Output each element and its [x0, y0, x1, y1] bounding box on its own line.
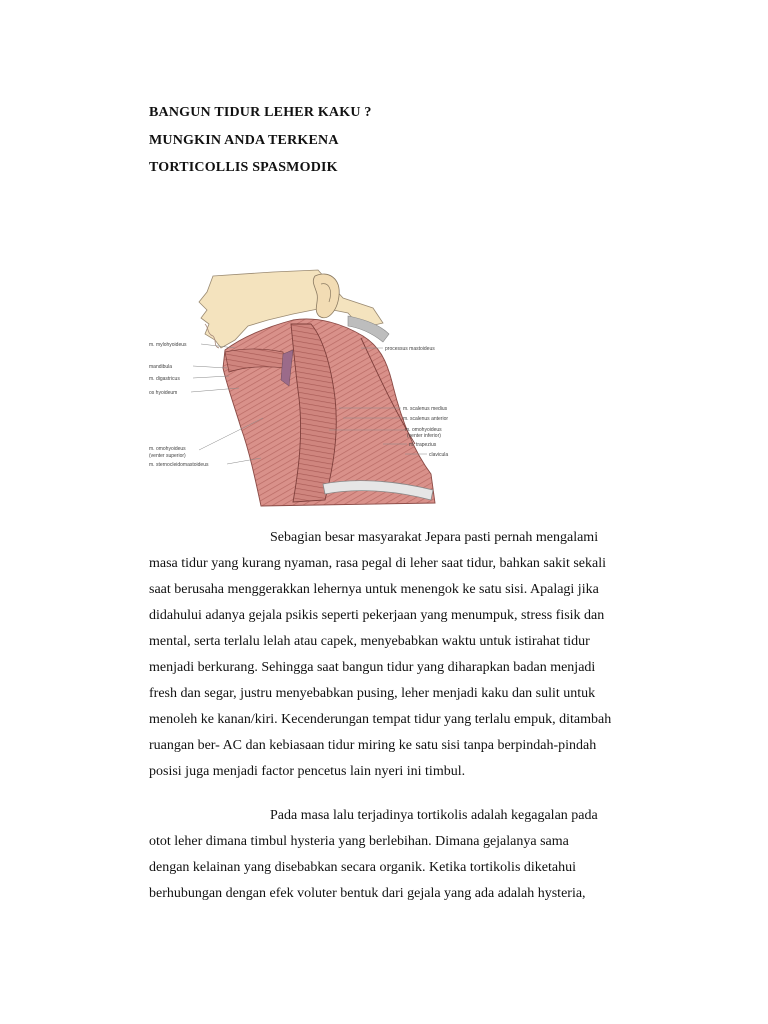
- paragraph-line: masa tidur yang kurang nyaman, rasa pegal di leher saat tidur, bahkan sakit sekali: [149, 556, 607, 571]
- label-digastricus: m. digastricus: [149, 376, 180, 382]
- paragraph-2: [149, 803, 645, 907]
- paragraph-line: Pada masa lalu terjadinya tortikolis adalah kegagalan pada: [270, 808, 598, 823]
- label-scalenus-medius: m. scalenus medius: [403, 406, 448, 412]
- paragraph-line: Sebagian besar masyarakat Jepara pasti pernah mengalami: [270, 530, 599, 545]
- paragraph-line: didahului adanya gejala psikis seperti pekerjaan yang menumpuk, stress fisik dan: [149, 608, 605, 623]
- neck-muscle-anatomy-illustration: [143, 268, 465, 508]
- document-title: [149, 99, 372, 182]
- paragraph-line: posisi juga menjadi factor pencetus lain nyeri ini timbul.: [149, 764, 466, 779]
- title-line-1: BANGUN TIDUR LEHER KAKU ?: [149, 105, 372, 120]
- label-mylohyoideus: m. mylohyoideus: [149, 342, 187, 348]
- paragraph-line: berhubungan dengan efek voluter bentuk dari gejala yang ada adalah hysteria,: [149, 886, 586, 901]
- anatomy-drawing: [143, 268, 465, 508]
- label-hyoideum: os hyoideum: [149, 390, 178, 396]
- label-omohyoideus-left: m. omohyoideus: [149, 446, 186, 452]
- paragraph-line: saat berusaha menggerakkan lehernya untuk menengok ke satu sisi. Apalagi jika: [149, 582, 599, 597]
- paragraph-line: dengan kelainan yang disebabkan secara organik. Ketika tortikolis diketahui: [149, 860, 576, 875]
- label-processus-mastoideus: processus mastoideus: [385, 346, 435, 352]
- paragraph-line: menjadi berkurang. Sehingga saat bangun tidur yang diharapkan badan menjadi: [149, 660, 596, 675]
- paragraph-1: [149, 525, 645, 785]
- label-clavicula: clavicula: [429, 452, 449, 458]
- label-mandibula: mandibula: [149, 364, 173, 370]
- paragraph-line: fresh dan segar, justru menyebabkan pusing, leher menjadi kaku dan sulit untuk: [149, 686, 596, 701]
- label-sternocleidomastoideus: m. sternocleidomastoideus: [149, 462, 209, 468]
- label-scalenus-anterior: m. scalenus anterior: [403, 416, 449, 422]
- title-line-3: TORTICOLLIS SPASMODIK: [149, 160, 338, 175]
- paragraph-line: otot leher dimana timbul hysteria yang berlebihan. Dimana gejalanya sama: [149, 834, 569, 849]
- label-omohyoideus-right: m. omohyoideus: [405, 427, 442, 433]
- label-trapezius: m. trapezius: [409, 442, 437, 448]
- label-venter-superior: (venter superior): [149, 453, 186, 459]
- label-venter-inferior: (venter inferior): [407, 433, 441, 439]
- paragraph-line: ruangan ber- AC dan kebiasaan tidur miring ke satu sisi tanpa berpindah-pindah: [149, 738, 597, 753]
- title-line-2: MUNGKIN ANDA TERKENA: [149, 132, 339, 148]
- paragraph-line: mental, serta terlalu lelah atau capek, menyebabkan waktu untuk istirahat tidur: [149, 634, 590, 649]
- paragraph-line: menoleh ke kanan/kiri. Kecenderungan tempat tidur yang terlalu empuk, ditambah: [149, 712, 612, 727]
